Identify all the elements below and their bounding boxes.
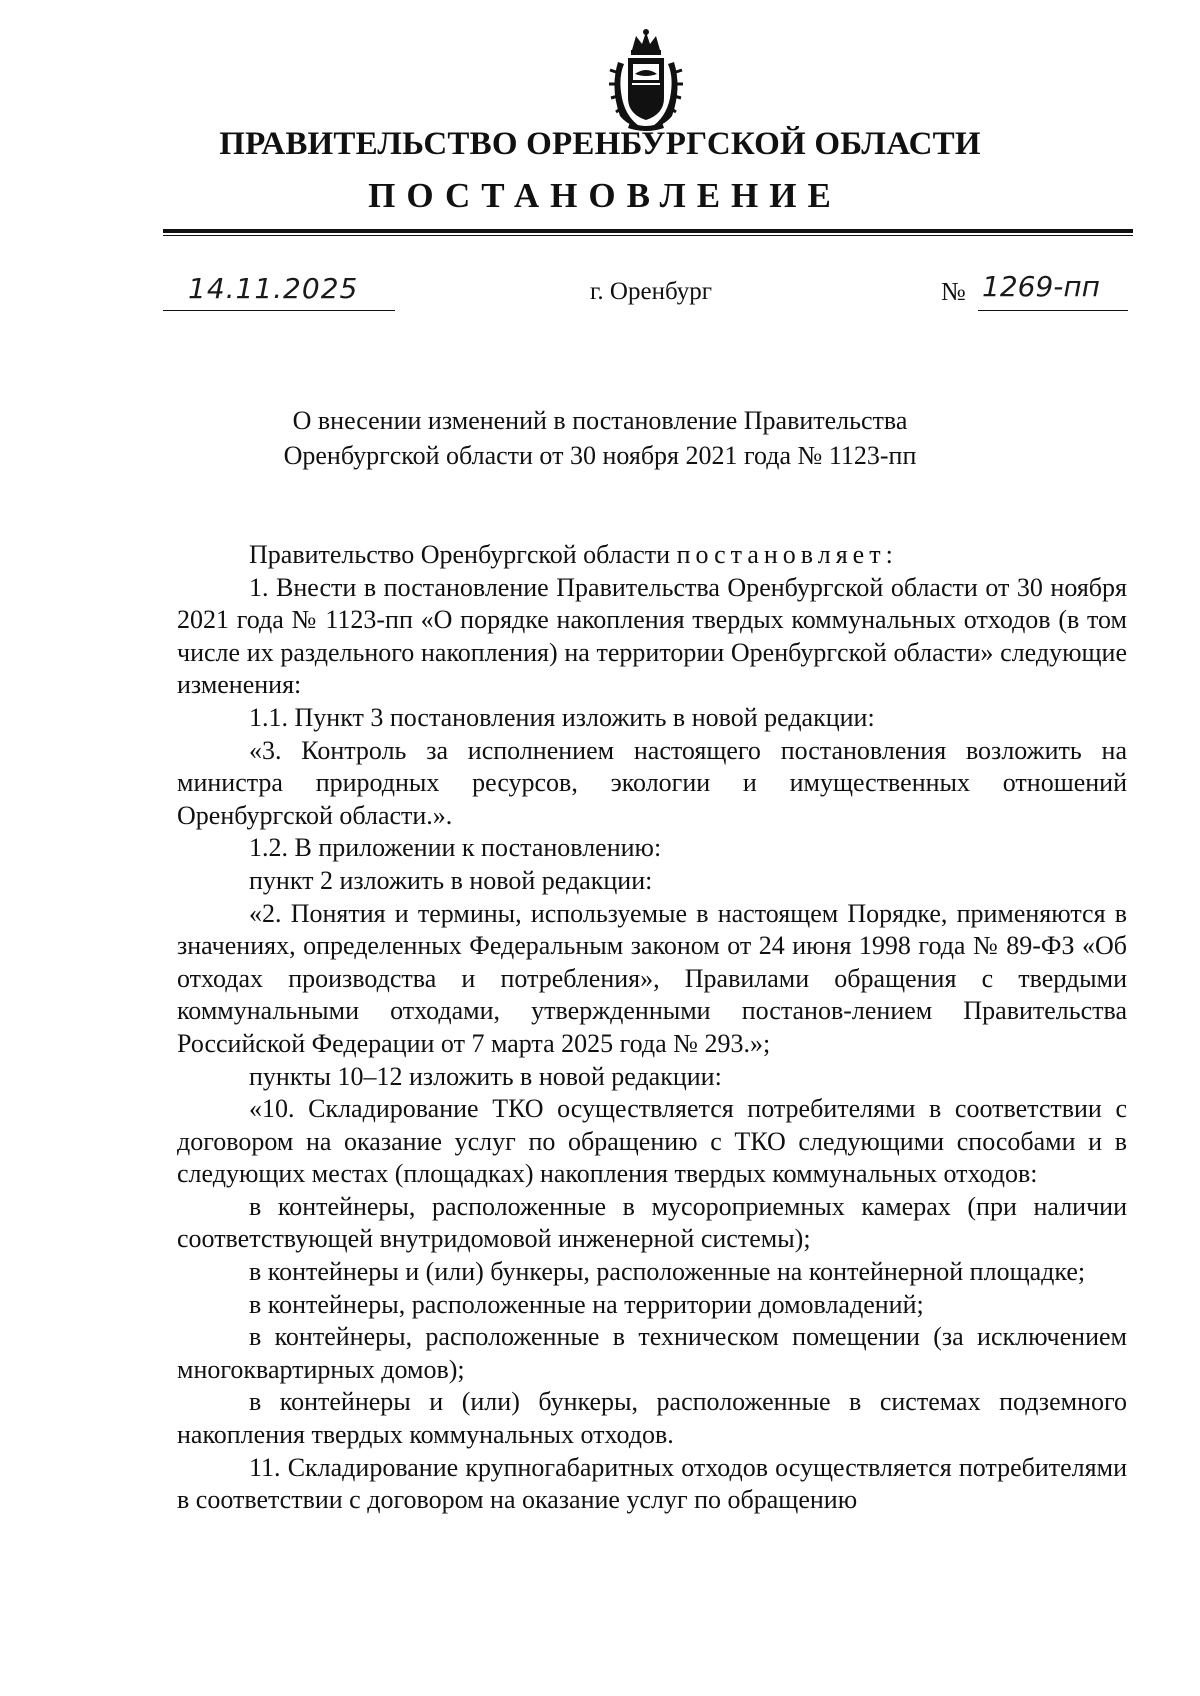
paragraph: пункт 2 изложить в новой редакции: (249, 865, 653, 895)
paragraph: в контейнеры, расположенные в мусороприемных камерах (при наличии соответствующей внутридомовой инженерной системы); (177, 1191, 1127, 1254)
document-city: г. Оренбург (590, 278, 712, 305)
subject-line-1: О внесении изменений в постановление Правительства (292, 406, 908, 435)
preamble (177, 539, 1127, 572)
paragraph: в контейнеры, расположенные на территории домовладений; (249, 1289, 924, 1319)
header-rule-thick (163, 229, 1133, 233)
paragraph: «3. Контроль за исполнением настоящего постановления возложить на министра природных ресурсов, экологии и имущественных отношений Оренбургской области.». (177, 735, 1127, 830)
paragraph: в контейнеры, расположенные в техническом помещении (за исключением многоквартирных домов); (177, 1322, 1127, 1384)
header-rule-thin (163, 235, 1133, 236)
date-underline (163, 310, 395, 311)
preamble-spaced: постановляет (676, 540, 886, 569)
paragraph: пункты 10–12 изложить в новой редакции: (249, 1061, 722, 1091)
paragraph: «10. Складирование ТКО осуществляется потребителями в соответствии с договором на оказание услуг по обращению с ТКО следующими способами и в следующих местах (площадках) накопления твердых коммунальных отходов: (177, 1094, 1127, 1189)
paragraph: 1.1. Пункт 3 постановления изложить в новой редакции: (249, 702, 875, 732)
paragraph: в контейнеры и (или) бункеры, расположенные в системах подземного накопления твердых коммунальных отходов. (177, 1387, 1127, 1450)
document-body (177, 539, 1127, 1517)
paragraph: 11. Складирование крупногабаритных отходов осуществляется потребителями в соответствии с договором на оказание услуг по обращению (177, 1452, 1127, 1515)
coat-of-arms-icon (608, 28, 684, 132)
preamble-end: : (885, 540, 893, 569)
document-subject (0, 403, 1200, 473)
number-underline (978, 310, 1128, 311)
number-label: № (941, 277, 966, 306)
paragraph: в контейнеры и (или) бункеры, расположенные на контейнерной площадке; (249, 1257, 1086, 1287)
document-type: ПОСТАНОВЛЕНИЕ (368, 176, 842, 215)
paragraph: 1. Внести в постановление Правительства Оренбургской области от 30 ноября 2021 года № 1123-пп «О порядке накопления твердых коммунальных отходов (в том числе их раздельного накопления) на территории Оренбургской области» следующие изменения: (177, 572, 1127, 700)
paragraph: 1.2. В приложении к постановлению: (249, 833, 662, 863)
paragraph: «2. Понятия и термины, используемые в настоящем Порядке, применяются в значениях, определенных Федеральным законом от 24 июня 1998 года № 89-ФЗ «Об отходах производства и потребления», Правилами обращения с твердыми коммунальными отходами, утвержденными постанов-лением Правительства Российской Федерации от 7 марта 2025 года № 293.»; (177, 898, 1127, 1058)
document-date: 14.11.2025 (188, 272, 359, 305)
government-title: ПРАВИТЕЛЬСТВО ОРЕНБУРГСКОЙ ОБЛАСТИ (219, 126, 981, 162)
preamble-start: Правительство Оренбургской области (249, 540, 677, 569)
subject-line-2: Оренбургской области от 30 ноября 2021 года № 1123-пп (283, 441, 917, 470)
document-number: 1269-пп (982, 270, 1100, 303)
